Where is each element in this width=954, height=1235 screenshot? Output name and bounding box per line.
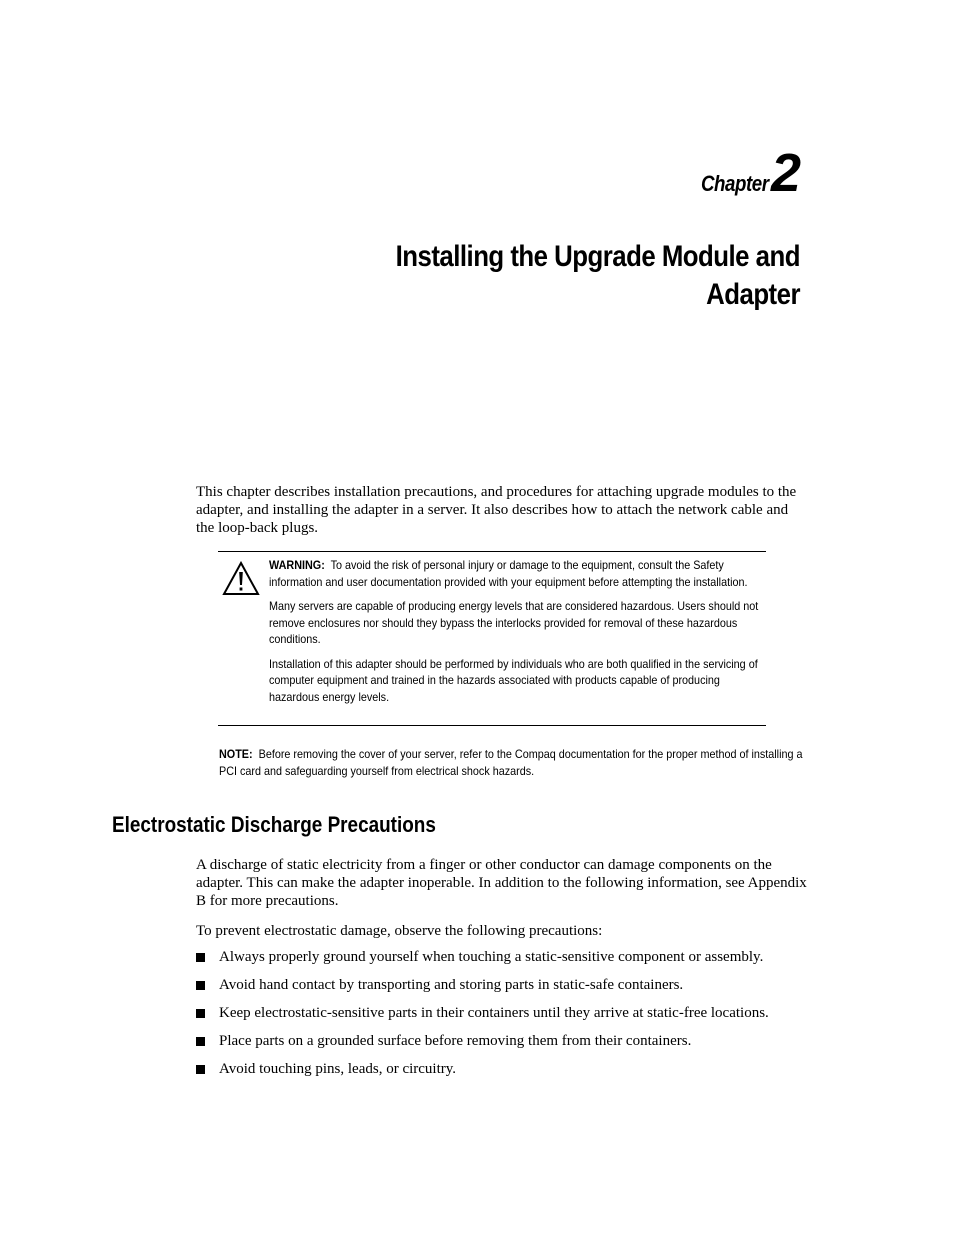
list-item-text: Always properly ground yourself when touching a static-sensitive component or assembly. xyxy=(219,949,764,965)
intro-paragraph: This chapter describes installation precautions, and procedures for attaching upgrade modules to the adapter, and installing the adapter in a server. It also describes how to attach the network cable and the loop-back plugs. xyxy=(196,484,797,536)
list-item-text: Avoid touching pins, leads, or circuitry. xyxy=(219,1061,457,1077)
warning-triangle-icon xyxy=(222,561,260,597)
square-bullet-icon xyxy=(196,953,205,962)
chapter-number: 2 xyxy=(770,143,801,203)
note-label: NOTE: xyxy=(219,747,253,761)
list-item-text: Avoid hand contact by transporting and storing parts in static-safe containers. xyxy=(219,977,684,993)
list-item xyxy=(196,1032,808,1050)
chapter-title-line-1: Installing the Upgrade Module and xyxy=(395,240,800,273)
square-bullet-icon xyxy=(196,1065,205,1074)
list-item xyxy=(196,948,808,966)
prevent-lead-in: To prevent electrostatic damage, observe the following precautions: xyxy=(196,923,603,939)
square-bullet-icon xyxy=(196,1037,205,1046)
list-item-text: Place parts on a grounded surface before removing them from their containers. xyxy=(219,1033,692,1049)
precaution-list xyxy=(196,948,808,1088)
warning-text xyxy=(269,557,766,713)
esd-paragraph: A discharge of static electricity from a finger or other conductor can damage components on the adapter. This can make the adapter inoperable. In addition to the following information, see Appendix B for more precautions. xyxy=(196,857,807,909)
list-item xyxy=(196,976,808,994)
warning-box xyxy=(218,551,766,726)
warning-paragraph-1: To avoid the risk of personal injury or damage to the equipment, consult the Safety information and user documentation provided with your equipment before attempting the installation. xyxy=(269,558,748,589)
warning-paragraph-3: Installation of this adapter should be performed by individuals who are both qualified in the servicing of computer equipment and trained in the hazards associated with products capable of producing hazardous energy levels. xyxy=(269,656,758,704)
chapter-label: Chapter xyxy=(701,171,769,196)
warning-paragraph xyxy=(269,557,765,590)
note-paragraph xyxy=(219,746,808,779)
square-bullet-icon xyxy=(196,981,205,990)
warning-label: WARNING: xyxy=(269,558,325,572)
chapter-title xyxy=(280,238,800,314)
section-heading: Electrostatic Discharge Precautions xyxy=(112,812,436,837)
note-text: Before removing the cover of your server, refer to the Compaq documentation for the proper method of installing a PCI card and safeguarding yourself from electrical shock hazards. xyxy=(219,747,803,778)
square-bullet-icon xyxy=(196,1009,205,1018)
list-item-text: Keep electrostatic-sensitive parts in their containers until they arrive at static-free locations. xyxy=(219,1005,769,1021)
chapter-heading xyxy=(689,143,801,203)
list-item xyxy=(196,1060,808,1078)
list-item xyxy=(196,1004,808,1022)
warning-paragraph-2: Many servers are capable of producing energy levels that are considered hazardous. Users should not remove enclosures nor should they bypass the interlocks provided for removal of these hazardous conditions. xyxy=(269,599,759,646)
chapter-title-line-2: Adapter xyxy=(706,278,800,311)
note xyxy=(219,746,809,779)
